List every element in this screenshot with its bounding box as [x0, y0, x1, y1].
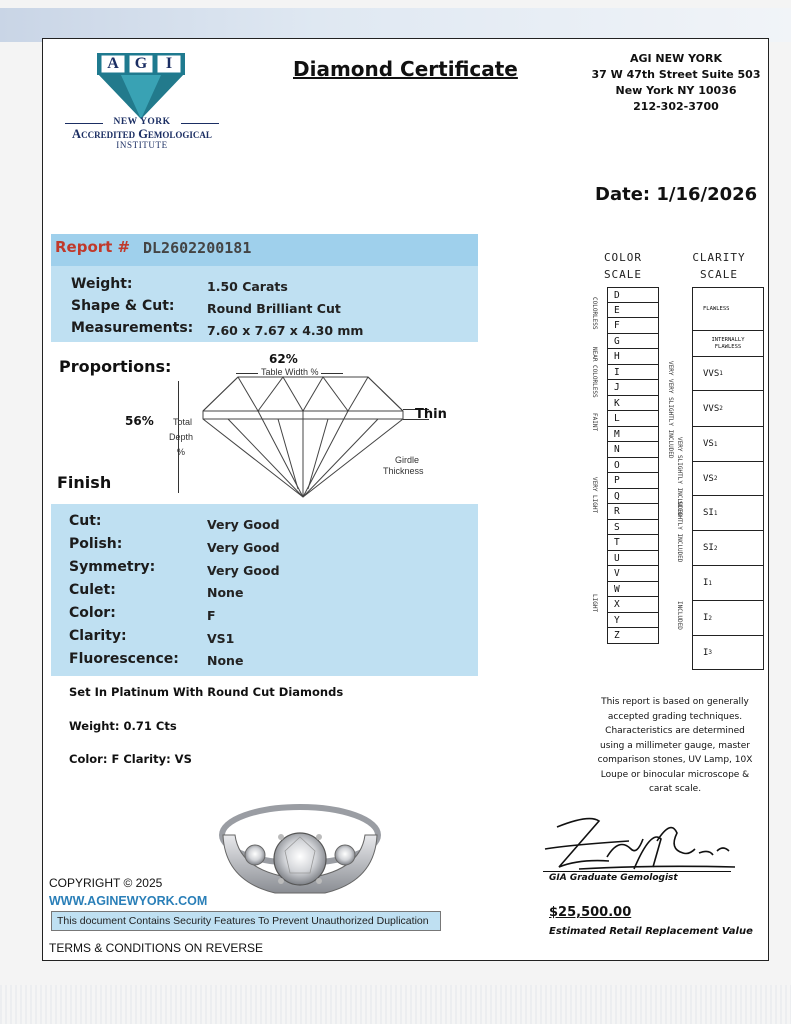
color-scale-heading-2: SCALE: [603, 268, 643, 281]
website-link[interactable]: WWW.AGINEWYORK.COM: [49, 894, 208, 908]
clarity-grade-i1: [692, 566, 764, 601]
color-grade-k: K: [607, 396, 659, 412]
terms-text: TERMS & CONDITIONS ON REVERSE: [49, 941, 264, 955]
clarity-grade-i3-sub: 3: [708, 649, 713, 656]
color-grade-v: V: [607, 566, 659, 582]
page-title: Diamond Certificate: [293, 57, 518, 81]
clarity-grade-vvs1-text: VVS: [703, 368, 720, 379]
fluorescence-label: Fluorescence:: [69, 651, 179, 667]
clarity-grade-fl-text: FLAWLESS: [703, 306, 730, 312]
color-grade-m: M: [607, 427, 659, 443]
color-grade-s: S: [607, 520, 659, 536]
disclaimer-line: carat scale.: [648, 784, 702, 794]
color-group-colorless: COLORLESS: [591, 297, 598, 330]
clarity-group-si: SLIGHTLY INCLUDED: [676, 501, 683, 563]
clarity-grade-si2-sub: 2: [713, 544, 718, 552]
disclaimer-line: This report is based on generally: [601, 697, 749, 707]
color-grade-r: R: [607, 504, 659, 520]
disclaimer-line: using a millimeter gauge, master: [600, 740, 750, 751]
clarity-grade-vvs1-sub: 1: [719, 370, 723, 377]
color-label: Color:: [69, 605, 116, 621]
weight-value: 1.50 Carats: [207, 279, 288, 294]
proportions-label: Proportions:: [59, 357, 172, 376]
clarity-value: VS1: [207, 631, 235, 646]
setting-weight: Weight: 0.71 Cts: [69, 719, 177, 733]
signature-title: GIA Graduate Gemologist: [549, 873, 678, 883]
disclaimer-line: accepted grading techniques.: [607, 711, 743, 722]
color-grade-h: H: [607, 349, 659, 365]
girdle-value: Thin: [415, 407, 447, 422]
certificate-page: [42, 38, 769, 961]
top-strip: [0, 8, 791, 42]
measurements-label: Measurements:: [71, 320, 194, 336]
report-label: Report #: [55, 238, 131, 256]
logo-letter-i: I: [165, 55, 173, 72]
depth-pct: 56%: [125, 414, 154, 428]
address-street: 37 W 47th Street Suite 503: [591, 68, 761, 81]
date-row: [595, 184, 757, 205]
symmetry-value: Very Good: [207, 563, 280, 578]
clarity-grade-i3-text: I: [703, 647, 709, 658]
color-grade-g: G: [607, 334, 659, 350]
clarity-group-vvsi: VERY VERY SLIGHTLY INCLUDED: [667, 361, 674, 459]
clarity-group-vsi: VERY SLIGHTLY INCLUDED: [676, 437, 683, 517]
girdle-label-1: Girdle: [395, 455, 420, 465]
color-grade-y: Y: [607, 613, 659, 629]
culet-value: None: [207, 585, 244, 600]
clarity-grade-vvs2-text: VVS: [703, 403, 720, 414]
color-grade-e: E: [607, 303, 659, 319]
clarity-grade-si1-sub: 1: [713, 509, 718, 517]
shape-label: Shape & Cut:: [71, 298, 175, 314]
cut-value: Very Good: [207, 517, 280, 532]
clarity-grade-i1-sub: 1: [708, 579, 713, 587]
disclaimer-line: Loupe or binocular microscope &: [600, 769, 750, 780]
cut-label: Cut:: [69, 513, 102, 529]
retail-value: $25,500.00: [549, 905, 632, 920]
clarity-grade-i1-text: I: [703, 578, 709, 588]
color-scale-heading: [595, 249, 651, 283]
address-block: [591, 51, 761, 115]
clarity-grade-i2-text: I: [703, 613, 709, 623]
depth-bracket: [178, 381, 179, 493]
clarity-label: Clarity:: [69, 628, 127, 644]
clarity-grade-si2-text: SI: [703, 543, 714, 553]
clarity-grade-if-text: INTERNALLY FLAWLESS: [711, 336, 745, 350]
setting-description: Set In Platinum With Round Cut Diamonds: [69, 685, 344, 699]
polish-value: Very Good: [207, 540, 280, 555]
color-group-light: LIGHT: [591, 594, 598, 613]
date-label: Date:: [595, 184, 651, 205]
fluorescence-value: None: [207, 653, 244, 668]
color-grade-p: P: [607, 473, 659, 489]
clarity-scale-heading: [687, 249, 751, 283]
color-grade-d: D: [607, 287, 659, 303]
clarity-grade-si1-text: SI: [703, 508, 714, 518]
logo-letter-a: A: [107, 55, 119, 72]
clarity-grade-vvs2: [692, 391, 764, 427]
table-pct: 62%: [269, 352, 298, 366]
shape-value: Round Brilliant Cut: [207, 301, 341, 316]
color-value: F: [207, 608, 216, 623]
date-value: 1/16/2026: [656, 184, 758, 205]
clarity-grade-i3: [692, 636, 764, 670]
color-grade-j: J: [607, 380, 659, 396]
finish-label: Finish: [57, 473, 112, 492]
color-grade-n: N: [607, 442, 659, 458]
logo-line-1: NEW YORK: [113, 117, 171, 127]
signature-line: [543, 871, 731, 872]
logo-line-2: Accredited Gemological: [72, 127, 212, 141]
weight-label: Weight:: [71, 276, 133, 292]
clarity-grade-fl: [692, 287, 764, 331]
clarity-grade-vs1-text: VS: [703, 439, 714, 449]
clarity-grade-vs2-sub: 2: [713, 475, 718, 482]
bottom-scan-artifact: [0, 985, 791, 1024]
clarity-grade-vs2: [692, 462, 764, 496]
clarity-grade-if: [692, 331, 764, 357]
color-grade-o: O: [607, 458, 659, 474]
clarity-scale-heading-2: SCALE: [699, 268, 739, 281]
color-grade-f: F: [607, 318, 659, 334]
signature-image: [539, 809, 739, 879]
clarity-grade-vs1: [692, 427, 764, 462]
color-group-very-light: VERY LIGHT: [591, 477, 598, 514]
disclaimer-line: Characteristics are determined: [605, 726, 745, 736]
logo-rule-left: [65, 123, 103, 124]
color-grade-u: U: [607, 551, 659, 567]
clarity-grade-vs1-sub: 1: [713, 440, 718, 448]
logo-rule-right: [181, 123, 219, 124]
depth-label-3: %: [177, 447, 186, 457]
clarity-group-included: INCLUDED: [676, 601, 683, 630]
clarity-grade-vvs2-sub: 2: [719, 405, 723, 412]
clarity-grade-si1: [692, 496, 764, 531]
color-group-faint: FAINT: [591, 413, 598, 432]
color-grade-i: I: [607, 365, 659, 381]
color-grade-z: Z: [607, 628, 659, 644]
depth-label-2: Depth: [169, 432, 194, 442]
polish-label: Polish:: [69, 536, 123, 552]
disclaimer: [591, 695, 759, 797]
report-number: DL2602200181: [143, 239, 252, 257]
copyright: COPYRIGHT © 2025: [49, 876, 163, 890]
diamond-diagram: [198, 369, 408, 499]
color-scale-heading-1: COLOR: [603, 251, 643, 264]
clarity-scale-heading-1: CLARITY: [692, 251, 746, 264]
clarity-grade-vs2-text: VS: [703, 473, 714, 484]
table-label: Table Width %: [261, 367, 319, 377]
color-group-near-colorless: NEAR COLORLESS: [591, 347, 598, 398]
clarity-grade-vvs1: [692, 357, 764, 391]
ring-image: [215, 793, 385, 903]
color-grade-x: X: [607, 597, 659, 613]
setting-color-clarity: Color: F Clarity: VS: [69, 752, 192, 766]
agi-logo: [91, 51, 191, 121]
color-grade-w: W: [607, 582, 659, 598]
symmetry-label: Symmetry:: [69, 559, 156, 575]
address-name: AGI NEW YORK: [629, 52, 723, 65]
address-phone: 212-302-3700: [633, 100, 719, 113]
color-grade-l: L: [607, 411, 659, 427]
security-text: This document Contains Security Features To Prevent Unauthorized Duplication: [57, 915, 429, 927]
girdle-label-2: Thickness: [383, 466, 424, 476]
color-grade-q: Q: [607, 489, 659, 505]
clarity-grade-si2: [692, 531, 764, 566]
logo-letter-g: G: [134, 55, 148, 72]
clarity-grade-i2: [692, 601, 764, 636]
disclaimer-line: comparison stones, UV Lamp, 10X: [597, 755, 753, 765]
measurements-value: 7.60 x 7.67 x 4.30 mm: [207, 323, 364, 338]
retail-value-label: Estimated Retail Replacement Value: [549, 926, 753, 937]
depth-label-1: Total: [173, 417, 193, 427]
logo-line-3: INSTITUTE: [116, 140, 168, 150]
clarity-grade-i2-sub: 2: [708, 614, 713, 622]
culet-label: Culet:: [69, 582, 116, 598]
address-city: New York NY 10036: [615, 84, 737, 97]
color-grade-t: T: [607, 535, 659, 551]
